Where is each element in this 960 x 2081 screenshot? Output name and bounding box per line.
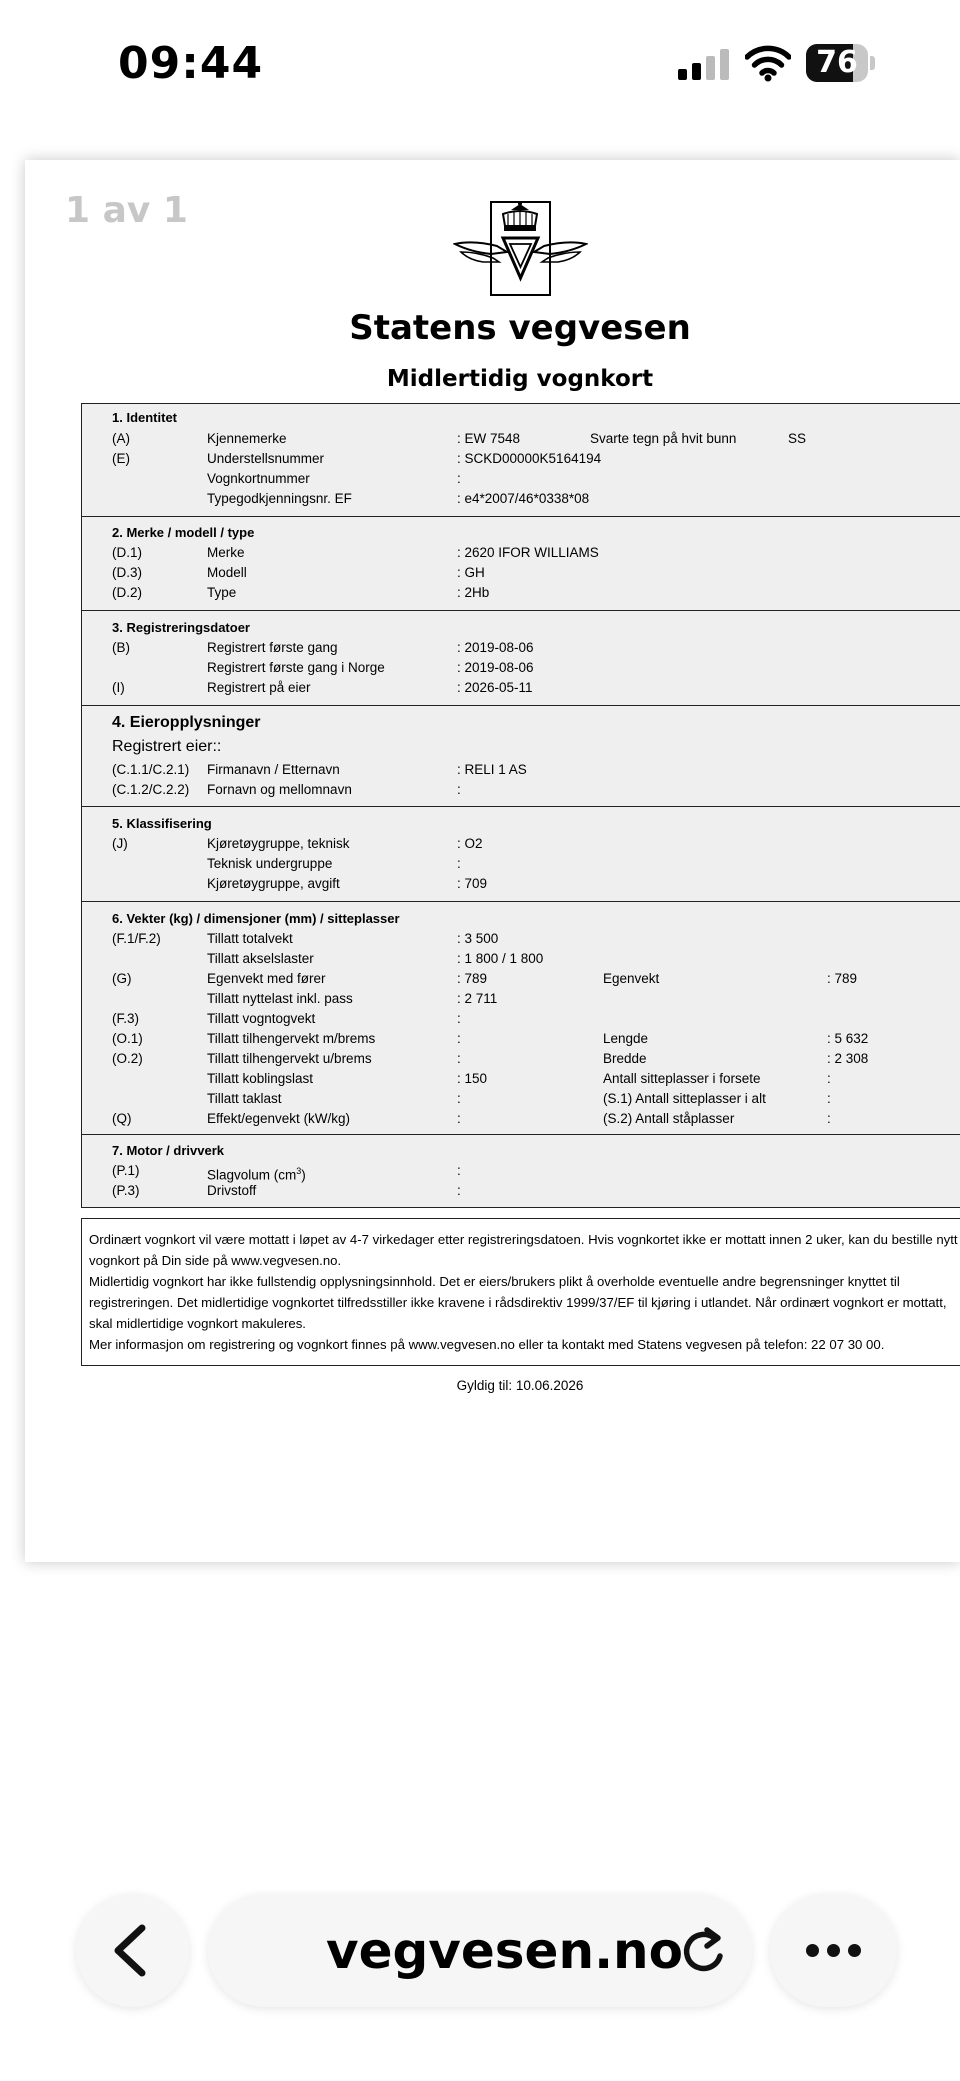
address-bar[interactable] [208, 1894, 752, 2007]
field-label: Tillatt tilhengervekt m/brems [207, 1031, 376, 1046]
battery-tip [870, 56, 875, 70]
field-label-secondary: Antall sitteplasser i forsete [603, 1071, 761, 1086]
table-row [82, 969, 960, 989]
field-value: : 150 [457, 1071, 488, 1086]
field-value: : 2019-08-06 [457, 640, 534, 655]
table-row [82, 1181, 960, 1201]
field-label: Modell [207, 565, 247, 580]
field-value: : 2026-05-11 [457, 680, 533, 695]
plate-type: Svarte tegn på hvit bunn [590, 431, 737, 446]
field-label: Type [207, 585, 237, 600]
table-row [82, 449, 960, 469]
table-row [82, 583, 960, 603]
table-row [82, 1161, 960, 1181]
section-heading: 1. Identitet [112, 410, 178, 425]
table-row [82, 638, 960, 658]
table-row [82, 543, 960, 563]
field-value: : GH [457, 565, 485, 580]
field-code: (P.3) [112, 1183, 140, 1198]
notice-paragraph: Midlertidig vognkort har ikke fullstendig opplysningsinnhold. Det er eiers/brukers plikt å overholde eventuelle andre begrensninger knyttet til registreringen. Det midlertidige vognkortet tilfredsstiller ikke kravene i rådsdirektiv 1999/37/EF til kjøring i utlandet. Når ordinært vognkort er mottatt, skal midlertidige vognkort makuleres. [89, 1274, 947, 1331]
field-label: Vognkortnummer [207, 471, 310, 486]
section-heading: 5. Klassifisering [112, 816, 212, 831]
field-code: (Q) [112, 1111, 132, 1126]
field-code: (I) [112, 680, 125, 695]
section-heading: 2. Merke / modell / type [112, 525, 255, 540]
field-label: Egenvekt med fører [207, 971, 326, 986]
field-label: Tillatt akselslaster [207, 951, 314, 966]
table-row [82, 678, 960, 698]
field-label-text: Slagvolum (cm [207, 1167, 297, 1183]
table-row [82, 929, 960, 949]
field-label: Registrert på eier [207, 680, 311, 695]
chevron-left-icon [76, 1894, 189, 2007]
status-time: 09:44 [118, 38, 264, 89]
section-weights-dimensions [82, 902, 960, 1135]
field-value: : 2 711 [457, 991, 498, 1006]
field-value: : 3 500 [457, 931, 499, 946]
field-label: Teknisk undergruppe [207, 856, 333, 871]
field-code: (O.2) [112, 1051, 143, 1066]
table-row [82, 1109, 960, 1129]
field-value-secondary: : [827, 1091, 831, 1106]
more-options-button[interactable] [770, 1894, 897, 2007]
table-row [82, 760, 960, 780]
table-row [82, 1089, 960, 1109]
url-text: vegvesen.no [326, 1922, 684, 1980]
field-value-secondary: : 5 632 [827, 1031, 869, 1046]
field-code: (J) [112, 836, 128, 851]
field-value: : 1 800 / 1 800 [457, 951, 544, 966]
document-page[interactable] [25, 160, 960, 1562]
field-value: : 709 [457, 876, 488, 891]
section-registration-dates [82, 611, 960, 706]
field-label: Typegodkjenningsnr. EF [207, 491, 352, 506]
field-label-secondary: Egenvekt [603, 971, 660, 986]
field-label-secondary: (S.2) Antall ståplasser [603, 1111, 735, 1126]
field-label: Tillatt taklast [207, 1091, 282, 1106]
field-value: : 2019-08-06 [457, 660, 534, 675]
field-code: (P.1) [112, 1163, 140, 1178]
field-value: : [457, 1031, 461, 1046]
agency-name: Statens vegvesen [349, 308, 691, 348]
field-label: Tillatt nyttelast inkl. pass [207, 991, 353, 1006]
field-label: Kjennemerke [207, 431, 287, 446]
vehicle-data-sections [81, 403, 960, 1208]
table-row [82, 469, 960, 489]
field-value: : [457, 1091, 461, 1106]
field-label: Tillatt tilhengervekt u/brems [207, 1051, 372, 1066]
notice-paragraph: Ordinært vognkort vil være mottatt i løpet av 4-7 virkedager etter registreringsdatoen. Hvis vognkortet ikke er mottatt innen 2 uker, kan du bestille nytt vognkort på Din side på www.vegvesen.no. [89, 1232, 958, 1268]
field-value: : [457, 782, 461, 797]
browser-bottom-bar [0, 1880, 960, 2040]
section-identity [82, 404, 960, 517]
field-value: : EW 7548 [457, 431, 521, 446]
field-code: (D.2) [112, 585, 142, 600]
table-row [82, 989, 960, 1009]
field-code: (A) [112, 431, 130, 446]
field-code: (C.1.1/C.2.1) [112, 762, 190, 777]
field-value: : O2 [457, 836, 483, 851]
field-label: Fornavn og mellomnavn [207, 782, 352, 797]
field-label: Merke [207, 545, 245, 560]
field-value: : [457, 1011, 461, 1026]
plate-code: SS [788, 431, 807, 446]
field-code: (O.1) [112, 1031, 143, 1046]
cellular-signal-icon [678, 48, 730, 80]
field-value: : [457, 1163, 461, 1178]
field-label: Registrert første gang [207, 640, 338, 655]
page-indicator: 1 av 1 [65, 190, 188, 231]
field-label-secondary: Lengde [603, 1031, 649, 1046]
wifi-icon [745, 44, 791, 82]
field-code: (E) [112, 451, 130, 466]
field-value: : 2620 IFOR WILLIAMS [457, 545, 599, 560]
field-value: : [457, 471, 461, 486]
field-value: : RELI 1 AS [457, 762, 527, 777]
notice-box [81, 1218, 960, 1366]
table-row [82, 874, 960, 894]
table-row [82, 1069, 960, 1089]
field-label: Drivstoff [207, 1183, 257, 1198]
back-button[interactable] [76, 1894, 189, 2007]
field-code: (D.1) [112, 545, 142, 560]
field-value: : SCKD00000K5164194 [457, 451, 602, 466]
field-value: : [457, 1111, 461, 1126]
field-value: : [457, 1183, 461, 1198]
field-value: : [457, 856, 461, 871]
section-heading: 3. Registreringsdatoer [112, 620, 250, 635]
field-value-secondary: : [827, 1071, 831, 1086]
field-label: Firmanavn / Etternavn [207, 762, 340, 777]
field-code: (G) [112, 971, 132, 986]
field-label: Effekt/egenvekt (kW/kg) [207, 1111, 351, 1126]
field-value: : 2Hb [457, 585, 490, 600]
battery-level: 76 [816, 45, 858, 80]
field-value: : [457, 1051, 461, 1066]
field-value-secondary: : 2 308 [827, 1051, 869, 1066]
status-bar [0, 0, 960, 130]
section-make-model [82, 517, 960, 611]
table-row [82, 949, 960, 969]
field-value-secondary: : 789 [827, 971, 858, 986]
section-heading: 4. Eieropplysninger [112, 714, 261, 731]
statens-vegvesen-logo-icon [453, 200, 588, 297]
field-label: Tillatt totalvekt [207, 931, 293, 946]
notice-paragraph: Mer informasjon om registrering og vognkort finnes på www.vegvesen.no eller ta kontakt med Statens vegvesen på telefon: 22 07 30 00. [89, 1337, 885, 1352]
field-label: Tillatt vogntogvekt [207, 1011, 316, 1026]
section-heading: 6. Vekter (kg) / dimensjoner (mm) / sitteplasser [112, 911, 400, 926]
battery-icon [806, 44, 868, 82]
section-subheading: Registrert eier:: [112, 738, 222, 755]
document-title: Midlertidig vognkort [386, 366, 654, 392]
table-row [82, 658, 960, 678]
field-code: (D.3) [112, 565, 142, 580]
reload-icon[interactable] [678, 1926, 730, 1978]
table-row [82, 489, 960, 509]
table-row [82, 834, 960, 854]
table-row [82, 780, 960, 800]
field-label-end: ) [301, 1167, 306, 1183]
section-engine [82, 1135, 960, 1207]
field-label: Registrert første gang i Norge [207, 660, 385, 675]
field-label: Understellsnummer [207, 451, 325, 466]
table-row [82, 563, 960, 583]
field-label: Kjøretøygruppe, avgift [207, 876, 340, 891]
field-code: (B) [112, 640, 130, 655]
field-value: : e4*2007/46*0338*08 [457, 491, 590, 506]
table-row [82, 854, 960, 874]
field-label: Tillatt koblingslast [207, 1071, 314, 1086]
field-label-secondary: Bredde [603, 1051, 647, 1066]
table-row [82, 1049, 960, 1069]
section-heading: 7. Motor / drivverk [112, 1143, 224, 1158]
valid-until: Gyldig til: 10.06.2026 [456, 1378, 584, 1393]
field-code: (F.3) [112, 1011, 139, 1026]
field-code: (F.1/F.2) [112, 931, 161, 946]
superscript: 3 [296, 1166, 302, 1176]
field-code: (C.1.2/C.2.2) [112, 782, 190, 797]
section-owner [82, 706, 960, 807]
table-row [82, 429, 960, 449]
field-value-secondary: : [827, 1111, 831, 1126]
field-value: : 789 [457, 971, 488, 986]
field-label: Kjøretøygruppe, teknisk [207, 836, 350, 851]
field-label-secondary: (S.1) Antall sitteplasser i alt [603, 1091, 766, 1106]
table-row [82, 1029, 960, 1049]
section-classification [82, 807, 960, 902]
table-row [82, 1009, 960, 1029]
